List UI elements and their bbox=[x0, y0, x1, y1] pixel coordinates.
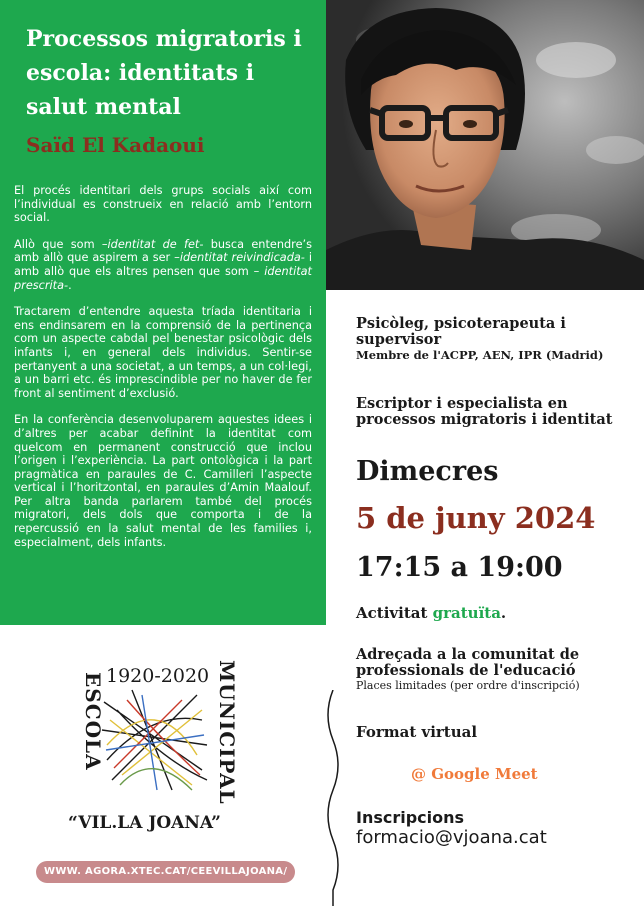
speaker-memberships: Membre de l'ACPP, AEN, IPR (Madrid) bbox=[356, 348, 604, 362]
inscriptions-email[interactable]: formacio@vjoana.cat bbox=[356, 827, 547, 848]
description-paragraph-4: En la conferència desenvoluparem aquestes idees i d’altres per acabar definint la identitat com quelcom en permanent construcció que inclou l’origen i l’experiència. La part ontològica i la part pragmàtica en paraules de C. Camilleri l’aspecte vertical i l’horitzontal, en paraules d’Amin Maalouf. Per altra banda parlarem també del procés migratori, dels dols que comporta i de la repercussió en la salut mental de les families i, especialment, dels infants. bbox=[14, 413, 312, 549]
inscriptions-block bbox=[356, 808, 628, 848]
identity-term-prescribed: identitat prescrita- bbox=[14, 264, 312, 292]
activity-label: Activitat bbox=[356, 604, 433, 622]
logo-years: 1920-2020 bbox=[106, 665, 210, 687]
inscriptions-label: Inscripcions bbox=[356, 808, 465, 827]
description-text bbox=[14, 184, 312, 562]
activity-price bbox=[356, 604, 628, 622]
website-url[interactable]: WWW. AGORA.XTEC.CAT/CEEVILLAJOANA/ bbox=[36, 861, 295, 883]
identity-term-claimed: identitat reivindicada- bbox=[179, 251, 305, 265]
text-span: . bbox=[500, 604, 507, 622]
wavy-divider bbox=[318, 690, 348, 906]
format-label: Format virtual bbox=[356, 723, 478, 741]
description-panel bbox=[0, 0, 326, 625]
description-paragraph-1: El procés identitari dels grups socials així com l’individual es construeix en relació amb l’entorn social. bbox=[14, 184, 312, 225]
speaker-role-psychologist: Psicòleg, psicoterapeuta i supervisor bbox=[356, 315, 566, 348]
google-meet-link[interactable]: @ Google Meet bbox=[411, 765, 538, 783]
text-span: Allò que som – bbox=[14, 237, 108, 251]
text-span: i amb allò que els altres pensen que som – bbox=[14, 251, 312, 278]
identity-term-fact: identitat de fet- bbox=[107, 237, 204, 251]
speaker-portrait-image bbox=[326, 0, 644, 290]
free-label: gratuïta bbox=[432, 604, 501, 622]
logo-word-municipal: MUNICIPAL bbox=[215, 660, 239, 805]
places-note: Places limitades (per ordre d'inscripció) bbox=[356, 679, 580, 692]
event-time: 17:15 a 19:00 bbox=[356, 552, 563, 583]
event-day: Dimecres bbox=[356, 456, 499, 487]
text-span: . bbox=[68, 278, 72, 292]
description-paragraph-2 bbox=[14, 238, 312, 292]
event-date: 5 de juny 2024 bbox=[356, 501, 596, 535]
logo-artwork bbox=[102, 690, 207, 790]
school-logo bbox=[62, 650, 244, 832]
audience-text: Adreçada a la comunitat de professionals de l'educació bbox=[356, 646, 580, 679]
audience-block bbox=[356, 647, 628, 693]
logo-word-escola: ESCOLA bbox=[81, 672, 105, 771]
event-title: Processos migratoris i escola: identitats i salut mental bbox=[26, 26, 302, 120]
speaker-name: Saïd El Kadaoui bbox=[26, 133, 205, 157]
speaker-role-writer: Escriptor i especialista en processos migratoris i identitat bbox=[356, 395, 613, 428]
text-span: busca entendre’s amb allò que aspirem a ser – bbox=[14, 237, 312, 265]
speaker-photo bbox=[326, 0, 644, 290]
description-paragraph-3: Tractarem d’entendre aquesta tríada identitaria i ens endinsarem en la comprensió de la pertinença com un aspecte cabdal pel benestar psicològic dels infants i, en general dels individus. Sentir-se pertanyent a una societat, a un temps, a un col·legi, a un barri etc. és imprescindible per no haver de fer front al sentiment d’exclusió. bbox=[14, 305, 312, 400]
speaker-role-block bbox=[356, 316, 628, 362]
logo-word-villa-joana: “VIL.LA JOANA” bbox=[68, 813, 221, 832]
